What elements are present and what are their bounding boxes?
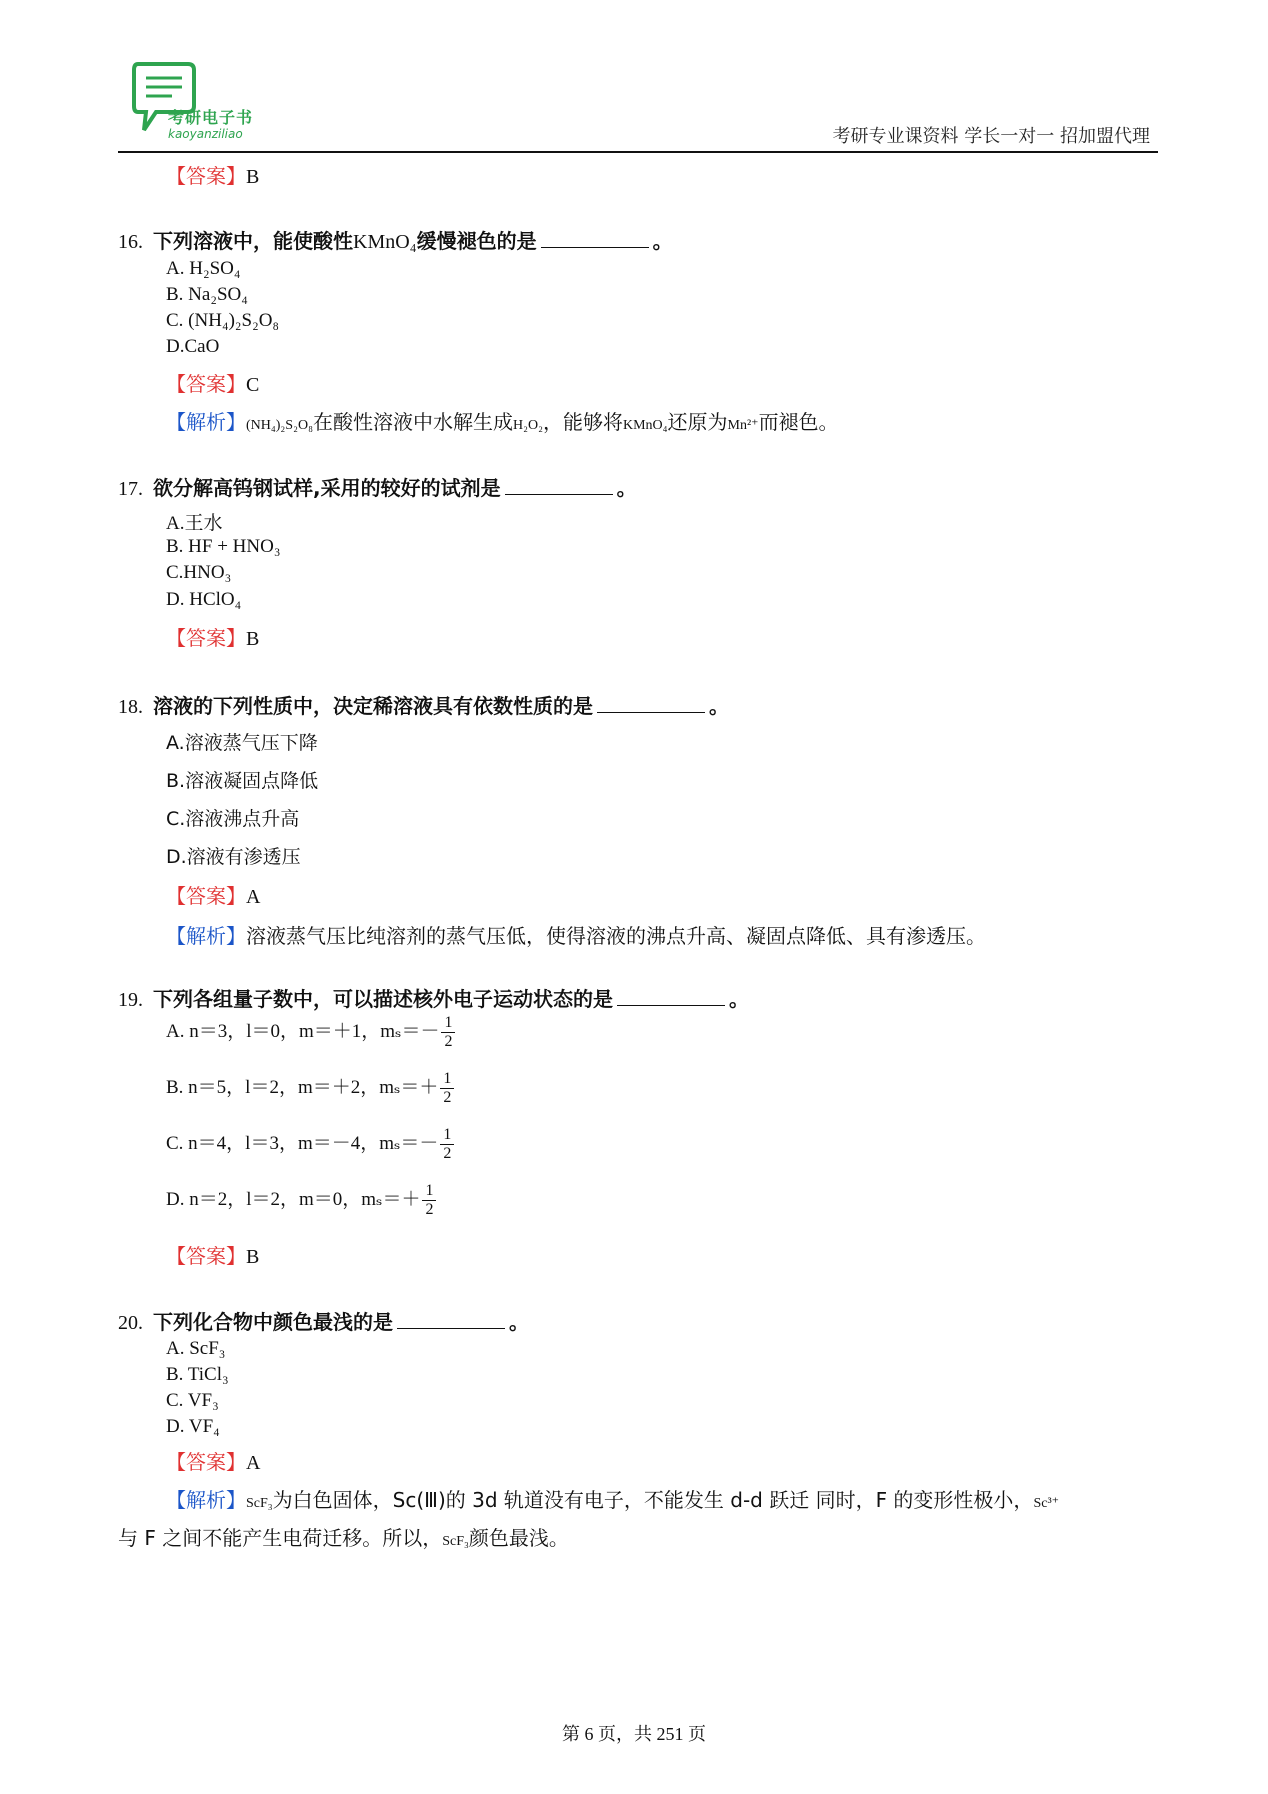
- answer-label: 【答案】: [166, 1244, 246, 1268]
- question-number: 20.: [118, 1312, 143, 1334]
- option-a: A. H₂SO₄: [166, 258, 241, 279]
- option-b: B. Na₂SO₄: [166, 284, 248, 305]
- header-slogan: 考研专业课资料 学长一对一 招加盟代理: [832, 126, 1150, 147]
- explanation-label: 【解析】: [166, 410, 246, 434]
- explanation-text: 还原为: [667, 410, 728, 434]
- explanation-label: 【解析】: [166, 1488, 246, 1512]
- explanation-text: 溶液蒸气压比纯溶剂的蒸气压低，使得溶液的沸点升高、凝固点降低、具有渗透压。: [246, 924, 986, 948]
- page-footer: 第 6 页，共 251 页: [562, 1724, 706, 1744]
- explanation-16: [166, 406, 839, 435]
- explanation-label: 【解析】: [166, 924, 246, 948]
- header-divider: [118, 151, 1158, 153]
- option-d: D.溶液有渗透压: [166, 846, 301, 868]
- answer-blank: [505, 494, 613, 495]
- option-c: C. VF₃: [166, 1390, 219, 1411]
- question-17: [118, 472, 637, 501]
- option-a: A.王水: [166, 513, 223, 534]
- answer-17: [166, 622, 259, 651]
- question-stem: 缓慢褪色的是: [416, 229, 537, 253]
- logo-text: 考研电子书: [168, 108, 254, 127]
- answer-16: [166, 368, 259, 397]
- answer-value: A: [246, 1452, 261, 1474]
- explanation-text: 为白色固体，Sc(Ⅲ)的 3d 轨道没有电子，不能发生 d-d 跃迁 同时，F 的变形性极小，: [272, 1488, 1034, 1512]
- answer-value: A: [246, 886, 261, 908]
- option-c: C. (NH₄)₂S₂O₈: [166, 310, 280, 331]
- option-a: A. ScF₃: [166, 1338, 226, 1359]
- question-number: 19.: [118, 989, 143, 1011]
- option-text: C. n＝4，l＝3，m＝－4，mₛ＝－: [166, 1132, 439, 1154]
- answer-20: [166, 1446, 260, 1475]
- option-b: B.溶液凝固点降低: [166, 770, 319, 792]
- question-20: [118, 1306, 529, 1335]
- option-text: D. n＝2，l＝2，m＝0，mₛ＝＋: [166, 1188, 421, 1210]
- option-b: B. HF + HNO₃: [166, 536, 281, 557]
- denominator: 2: [425, 1201, 434, 1218]
- explanation-20-cont: [118, 1522, 569, 1551]
- formula: KMnO₄: [622, 418, 668, 433]
- answer-label: 【答案】: [166, 164, 246, 188]
- numerator: 1: [444, 1014, 453, 1031]
- answer-value: B: [246, 628, 260, 650]
- option-b: B. TiCl₃: [166, 1364, 229, 1385]
- formula: (NH₄)₂S₂O₈: [246, 418, 313, 433]
- explanation-text: 颜色最浅。: [468, 1526, 569, 1550]
- option-d: D. VF₄: [166, 1416, 220, 1437]
- numerator: 1: [443, 1070, 452, 1087]
- answer-blank: [541, 247, 649, 248]
- stem-end: 。: [509, 1310, 529, 1334]
- fraction: [441, 1014, 455, 1051]
- formula: ScF₃: [246, 1496, 273, 1511]
- question-number: 17.: [118, 478, 143, 500]
- explanation-18: [166, 920, 986, 949]
- question-stem: 下列化合物中颜色最浅的是: [153, 1310, 393, 1334]
- option-c: C.HNO₃: [166, 562, 232, 583]
- stem-end: 。: [709, 694, 729, 718]
- question-stem: 溶液的下列性质中，决定稀溶液具有依数性质的是: [153, 694, 593, 718]
- explanation-text: 而褪色。: [758, 410, 839, 434]
- question-19: [118, 983, 749, 1012]
- numerator: 1: [425, 1182, 434, 1199]
- denominator: 2: [444, 1033, 453, 1050]
- formula: H₂O₂: [512, 418, 543, 433]
- answer-18: [166, 880, 260, 909]
- fraction: [422, 1182, 436, 1219]
- answer-blank: [597, 712, 705, 713]
- fraction: [440, 1126, 454, 1163]
- answer-value: B: [246, 1246, 260, 1268]
- answer-label: 【答案】: [166, 1450, 246, 1474]
- option-b: [166, 1070, 454, 1107]
- denominator: 2: [443, 1089, 452, 1106]
- option-a: A.溶液蒸气压下降: [166, 732, 318, 754]
- question-stem: 欲分解高钨钢试样,采用的较好的试剂是: [153, 476, 501, 500]
- answer-blank: [397, 1328, 505, 1329]
- logo-subtext: kaoyanziliao: [168, 127, 243, 141]
- denominator: 2: [443, 1145, 452, 1162]
- question-stem: 下列各组量子数中，可以描述核外电子运动状态的是: [153, 987, 613, 1011]
- answer-label: 【答案】: [166, 884, 246, 908]
- stem-end: 。: [652, 229, 673, 253]
- explanation-text: 与 F 之间不能产生电荷迁移。所以，: [118, 1526, 443, 1550]
- question-stem: 下列溶液中，能使酸性: [153, 229, 353, 253]
- option-d: D. HClO₄: [166, 589, 242, 610]
- prev-answer: [166, 160, 259, 189]
- question-16: [118, 225, 673, 254]
- question-number: 18.: [118, 696, 143, 718]
- option-text: A. n＝3，l＝0，m＝＋1，mₛ＝－: [166, 1020, 440, 1042]
- formula: ScF₃: [442, 1534, 469, 1549]
- stem-formula: KMnO₄: [353, 231, 417, 253]
- explanation-text: 在酸性溶液中水解生成: [312, 410, 513, 434]
- formula: Sc³⁺: [1033, 1496, 1060, 1511]
- stem-end: 。: [729, 987, 749, 1011]
- option-c: [166, 1126, 454, 1163]
- question-number: 16.: [118, 231, 143, 253]
- explanation-text: ，能够将: [542, 410, 623, 434]
- answer-value: B: [246, 166, 260, 188]
- answer-label: 【答案】: [166, 626, 246, 650]
- explanation-20: [166, 1484, 1146, 1513]
- answer-value: C: [246, 374, 260, 396]
- option-d: [166, 1182, 436, 1219]
- formula: Mn²⁺: [727, 418, 759, 433]
- fraction: [440, 1070, 454, 1107]
- option-a: [166, 1014, 455, 1051]
- stem-end: 。: [616, 476, 637, 500]
- answer-blank: [617, 1005, 725, 1006]
- answer-19: [166, 1240, 259, 1269]
- answer-label: 【答案】: [166, 372, 246, 396]
- option-text: B. n＝5，l＝2，m＝＋2，mₛ＝＋: [166, 1076, 439, 1098]
- option-d: D.CaO: [166, 336, 220, 357]
- numerator: 1: [443, 1126, 452, 1143]
- option-c: C.溶液沸点升高: [166, 808, 300, 830]
- question-18: [118, 690, 729, 719]
